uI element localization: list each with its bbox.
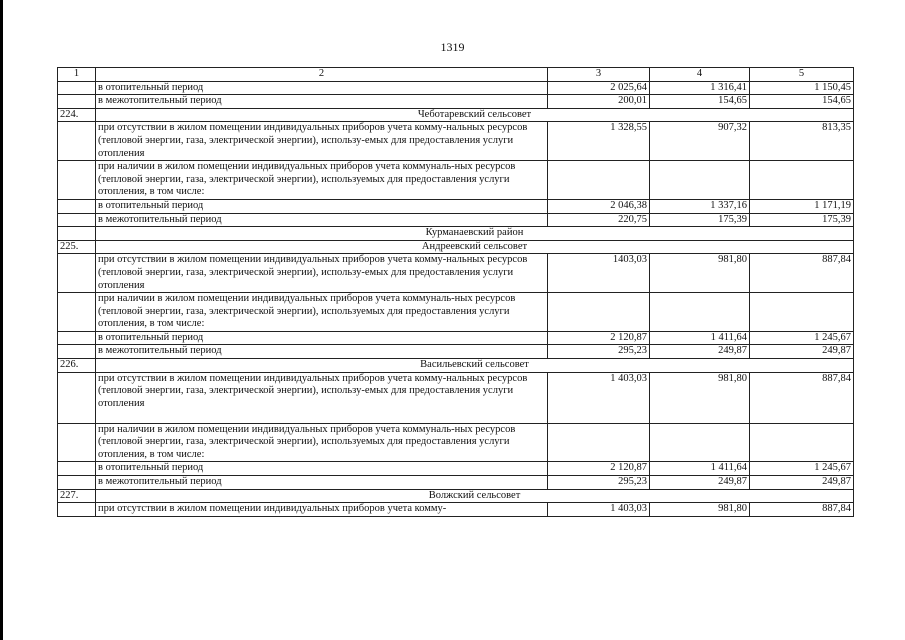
value-col-4: 249,87: [650, 476, 750, 490]
row-number: [58, 331, 96, 345]
row-description: при наличии в жилом помещении индивидуальных приборов учета коммуналь-ных ресурсов (тепловой энергии, газа, электрической энергии), используемых для предоставления услуги отопления, в том числе:: [96, 161, 548, 200]
value-col-3: 2 120,87: [548, 331, 650, 345]
row-number: [58, 199, 96, 213]
table-row: [58, 345, 854, 359]
section-row: [58, 240, 854, 254]
value-col-3: [548, 293, 650, 332]
column-header: 5: [750, 68, 854, 82]
value-col-5: 249,87: [750, 345, 854, 359]
row-description: при отсутствии в жилом помещении индивидуальных приборов учета комму-: [96, 503, 548, 517]
table-row: [58, 503, 854, 517]
row-description: в отопительный период: [96, 81, 548, 95]
value-col-4: 154,65: [650, 95, 750, 109]
value-col-4: [650, 293, 750, 332]
table-row: [58, 161, 854, 200]
scan-edge: [0, 0, 3, 640]
row-number: [58, 227, 96, 241]
row-number: [58, 345, 96, 359]
section-row: [58, 489, 854, 503]
table-row: [58, 95, 854, 109]
value-col-5: 813,35: [750, 122, 854, 161]
value-col-3: 1 328,55: [548, 122, 650, 161]
value-col-3: 1403,03: [548, 254, 650, 293]
page-number: 1319: [440, 40, 465, 54]
row-number: 227.: [58, 489, 96, 503]
row-number: [58, 476, 96, 490]
column-header: 1: [58, 68, 96, 82]
table-row: [58, 462, 854, 476]
row-number: 225.: [58, 240, 96, 254]
table-row: [58, 122, 854, 161]
row-number: [58, 372, 96, 423]
row-number: [58, 161, 96, 200]
table-body: [58, 68, 854, 517]
table-row: [58, 213, 854, 227]
row-description: в межотопительный период: [96, 213, 548, 227]
value-col-4: 1 411,64: [650, 462, 750, 476]
value-col-5: 887,84: [750, 254, 854, 293]
value-col-3: 295,23: [548, 345, 650, 359]
row-number: 226.: [58, 359, 96, 373]
value-col-5: 1 245,67: [750, 331, 854, 345]
value-col-4: 175,39: [650, 213, 750, 227]
value-col-4: 249,87: [650, 345, 750, 359]
section-title: Андреевский сельсовет: [96, 240, 854, 254]
table-row: [58, 476, 854, 490]
table-row: [58, 423, 854, 462]
value-col-3: [548, 423, 650, 462]
row-number: [58, 81, 96, 95]
table-row: [58, 81, 854, 95]
value-col-4: 981,80: [650, 503, 750, 517]
row-description: при наличии в жилом помещении индивидуальных приборов учета коммуналь-ных ресурсов (тепловой энергии, газа, электрической энергии), используемых для предоставления услуги отопления, в том числе:: [96, 293, 548, 332]
value-col-3: 200,01: [548, 95, 650, 109]
row-description: при отсутствии в жилом помещении индивидуальных приборов учета комму-нальных ресурсов (тепловой энергии, газа, электрической энергии), использу-емых для предоставления услуги отопления: [96, 372, 548, 423]
section-row: [58, 359, 854, 373]
row-number: [58, 503, 96, 517]
value-col-4: 1 411,64: [650, 331, 750, 345]
value-col-3: 2 120,87: [548, 462, 650, 476]
table-row: [58, 293, 854, 332]
row-description: в отопительный период: [96, 199, 548, 213]
row-number: [58, 95, 96, 109]
value-col-3: 1 403,03: [548, 372, 650, 423]
row-description: при отсутствии в жилом помещении индивидуальных приборов учета комму-нальных ресурсов (тепловой энергии, газа, электрической энергии), использу-емых для предоставления услуги отопления: [96, 122, 548, 161]
row-description: в межотопительный период: [96, 476, 548, 490]
row-description: при наличии в жилом помещении индивидуальных приборов учета коммуналь-ных ресурсов (тепловой энергии, газа, электрической энергии), используемых для предоставления услуги отопления, в том числе:: [96, 423, 548, 462]
value-col-4: 981,80: [650, 372, 750, 423]
value-col-4: 1 316,41: [650, 81, 750, 95]
row-number: [58, 423, 96, 462]
table-row: [58, 254, 854, 293]
section-title: Чеботаревский сельсовет: [96, 108, 854, 122]
column-header: 4: [650, 68, 750, 82]
row-number: [58, 213, 96, 227]
section-title: Васильевский сельсовет: [96, 359, 854, 373]
tariff-table: [57, 67, 854, 517]
table-row: [58, 331, 854, 345]
value-col-3: [548, 161, 650, 200]
value-col-5: 887,84: [750, 503, 854, 517]
table-row: [58, 372, 854, 423]
value-col-5: [750, 293, 854, 332]
value-col-3: 295,23: [548, 476, 650, 490]
value-col-5: 154,65: [750, 95, 854, 109]
value-col-4: [650, 161, 750, 200]
row-description: при отсутствии в жилом помещении индивидуальных приборов учета комму-нальных ресурсов (тепловой энергии, газа, электрической энергии), использу-емых для предоставления услуги отопления: [96, 254, 548, 293]
row-number: [58, 122, 96, 161]
row-number: [58, 254, 96, 293]
row-description: в отопительный период: [96, 331, 548, 345]
table-header-row: [58, 68, 854, 82]
value-col-5: 249,87: [750, 476, 854, 490]
row-description: в межотопительный период: [96, 95, 548, 109]
value-col-5: 1 171,19: [750, 199, 854, 213]
value-col-3: 2 025,64: [548, 81, 650, 95]
value-col-4: 981,80: [650, 254, 750, 293]
value-col-5: [750, 161, 854, 200]
district-title: Курманаевский район: [96, 227, 854, 241]
value-col-5: 175,39: [750, 213, 854, 227]
row-number: 224.: [58, 108, 96, 122]
section-title: Волжский сельсовет: [96, 489, 854, 503]
value-col-5: 1 245,67: [750, 462, 854, 476]
district-row: [58, 227, 854, 241]
column-header: 2: [96, 68, 548, 82]
value-col-3: 1 403,03: [548, 503, 650, 517]
row-description: в отопительный период: [96, 462, 548, 476]
value-col-4: 907,32: [650, 122, 750, 161]
value-col-5: 1 150,45: [750, 81, 854, 95]
row-number: [58, 293, 96, 332]
value-col-5: 887,84: [750, 372, 854, 423]
value-col-5: [750, 423, 854, 462]
section-row: [58, 108, 854, 122]
value-col-4: [650, 423, 750, 462]
column-header: 3: [548, 68, 650, 82]
value-col-4: 1 337,16: [650, 199, 750, 213]
row-number: [58, 462, 96, 476]
value-col-3: 2 046,38: [548, 199, 650, 213]
row-description: в межотопительный период: [96, 345, 548, 359]
value-col-3: 220,75: [548, 213, 650, 227]
table-row: [58, 199, 854, 213]
